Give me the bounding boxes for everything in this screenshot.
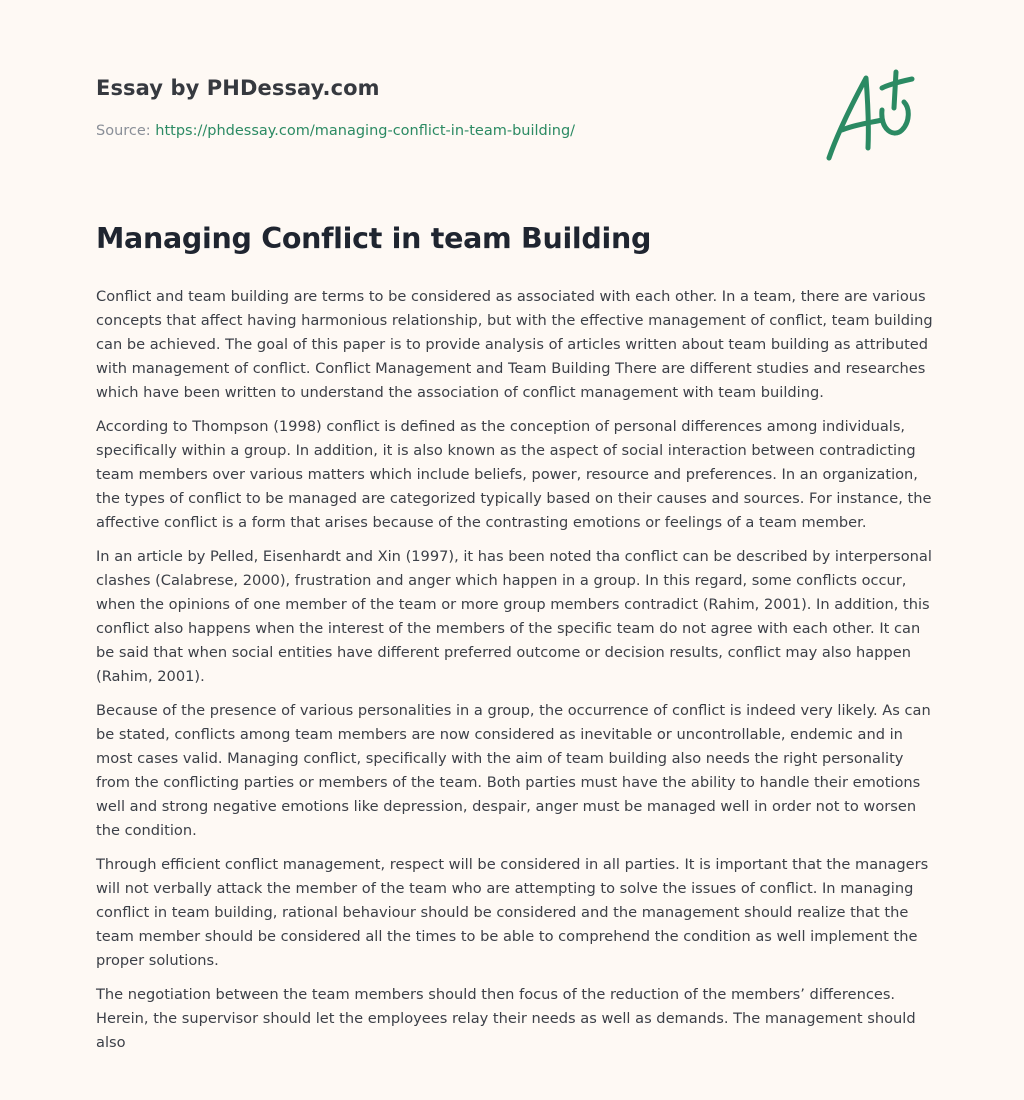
paragraph: Conflict and team building are terms to be considered as associated with each other. In a team, there are various concepts that affect having harmonious relationship, but with the effective management of conflict, team building can be achieved. The goal of this paper is to provide analysis of articles written about team building as attributed with management of conflict. Conflict Management and Team Building There are different studies and researches which have been written to understand the association of conflict management with team building. (96, 288, 933, 401)
article-title: Managing Conflict in team Building (96, 222, 652, 255)
paragraph: The negotiation between the team members should then focus of the reduction of the members’ differences. Herein, the supervisor should let the employees relay their needs as well as demands. The management should also (96, 986, 916, 1051)
article-body (96, 285, 936, 1065)
page-header (96, 76, 928, 139)
paragraph: Through efficient conflict management, respect will be considered in all parties. It is important that the managers will not verbally attack the member of the team who are attempting to solve the issues of conflict. In managing conflict in team building, rational behaviour should be considered and the management should realize that the team member should be considered all the times to be able to comprehend the condition as well implement the proper solutions. (96, 856, 929, 969)
paragraph: According to Thompson (1998) conflict is defined as the conception of personal differences among individuals, specifically within a group. In addition, it is also known as the aspect of social interaction between contradicting team members over various matters which include beliefs, power, resource and preferences. In an organization, the types of conflict to be managed are categorized typically based on their causes and sources. For instance, the affective conflict is a form that arises because of the contrasting emotions or feelings of a team member. (96, 418, 932, 531)
source-line (96, 123, 928, 139)
source-link[interactable]: https://phdessay.com/managing-conflict-in-team-building/ (155, 123, 576, 139)
brand-title: Essay by PHDessay.com (96, 76, 380, 100)
paragraph: Because of the presence of various personalities in a group, the occurrence of conflict is indeed very likely. As can be stated, conflicts among team members are now considered as inevitable or uncontrollable, endemic and in most cases valid. Managing conflict, specifically with the aim of team building also needs the right personality from the conflicting parties or members of the team. Both parties must have the ability to handle their emotions well and strong negative emotions like depression, despair, anger must be managed well in order not to worsen the condition. (96, 702, 931, 839)
logo-text: A+ (822, 68, 824, 69)
paragraph: In an article by Pelled, Eisenhardt and Xin (1997), it has been noted tha conflict can be described by interpersonal clashes (Calabrese, 2000), frustration and anger which happen in a group. In this regard, some conflicts occur, when the opinions of one member of the team or more group members contradict (Rahim, 2001). In addition, this conflict also happens when the interest of the members of the specific team do not agree with each other. It can be said that when social entities have different preferred outcome or decision results, conflict may also happen (Rahim, 2001). (96, 548, 932, 685)
source-label: Source: (96, 123, 156, 139)
a-plus-logo-icon (822, 68, 926, 164)
